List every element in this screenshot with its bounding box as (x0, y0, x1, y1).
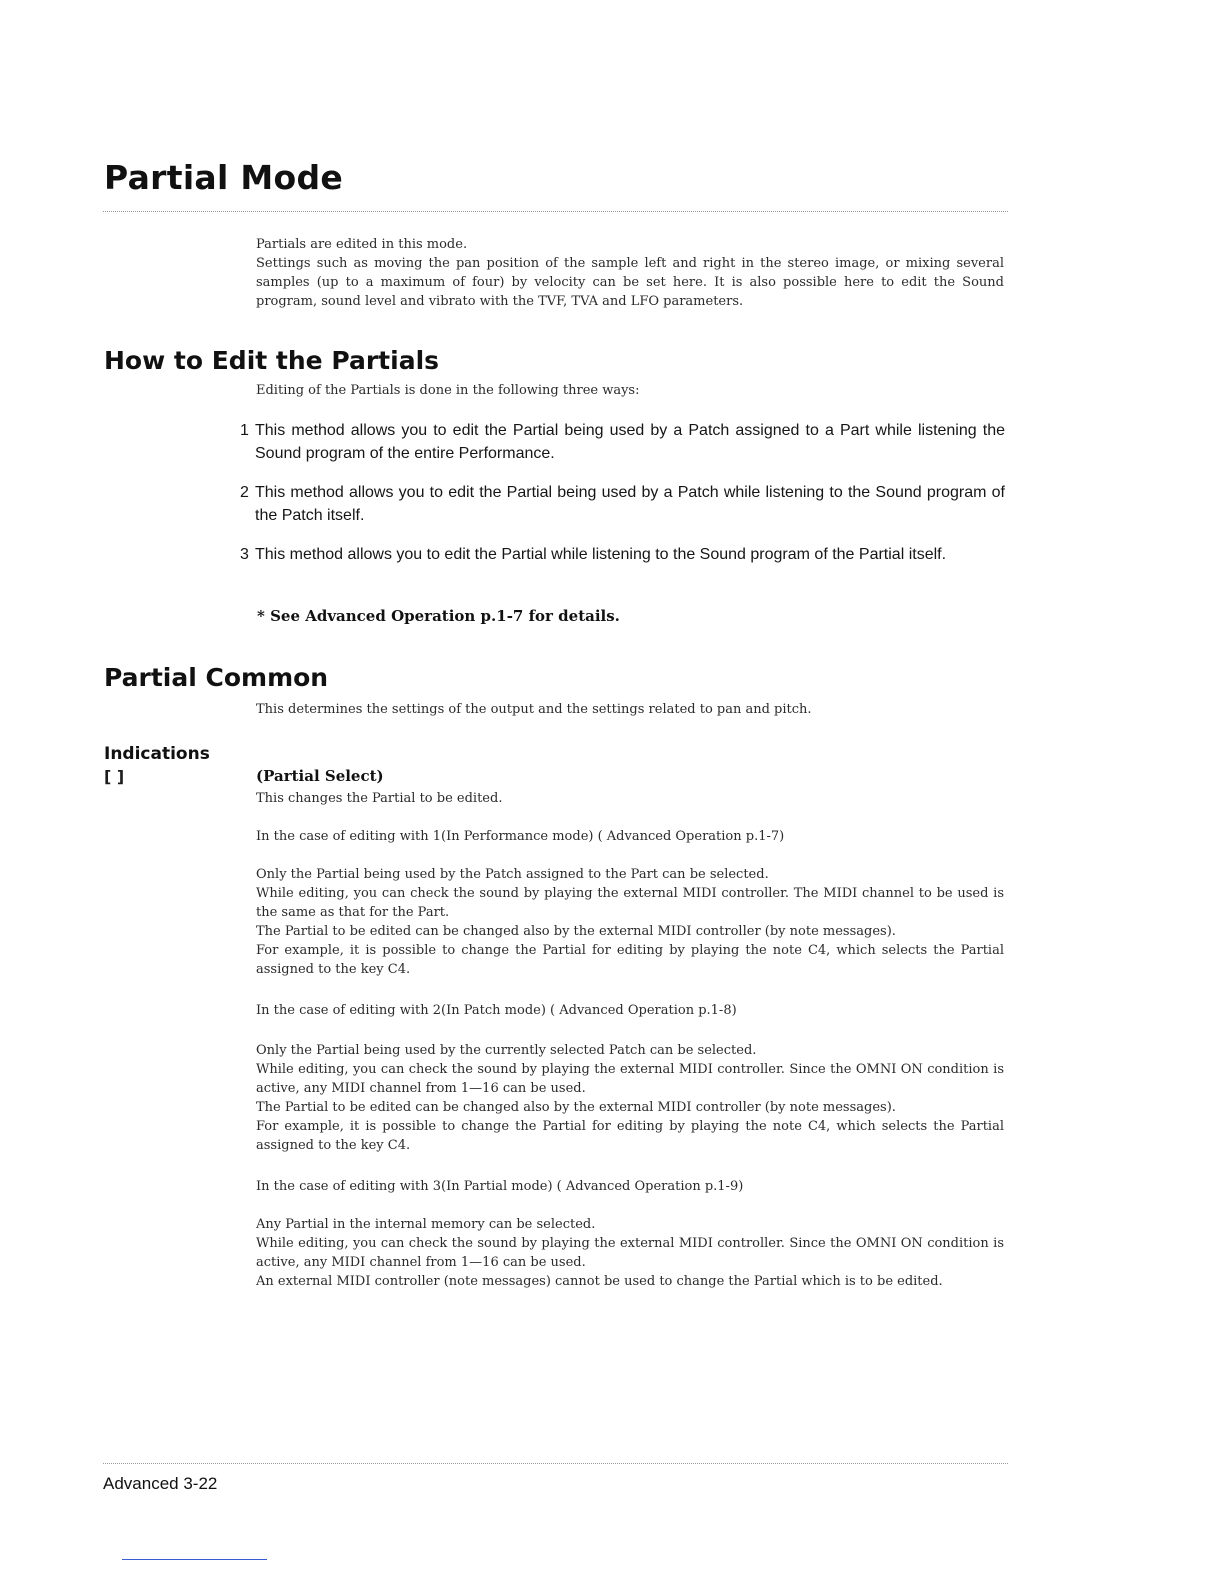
page-title: Partial Mode (104, 158, 344, 197)
case-1-title: In the case of editing with 1(In Performance mode) ( Advanced Operation p.1-7) (256, 829, 785, 844)
page-footer: Advanced 3-22 (103, 1474, 218, 1493)
case-1-line: Only the Partial being used by the Patch assigned to the Part can be selected. (256, 867, 769, 882)
list-item-text: This method allows you to edit the Partial being used by a Patch while listening to the Sound program of the Patch itself. (255, 484, 1005, 524)
case-2-title: In the case of editing with 2(In Patch mode) ( Advanced Operation p.1-8) (256, 1003, 737, 1018)
list-item-text: This method allows you to edit the Partial being used by a Patch assigned to a Part while listening the Sound program of the entire Performance. (255, 422, 1005, 462)
details-note: * See Advanced Operation p.1-7 for details. (257, 607, 620, 625)
intro-paragraph (256, 235, 1004, 311)
section-common-intro: This determines the settings of the output and the settings related to pan and pitch. (256, 702, 812, 717)
parameter-description: This changes the Partial to be edited. (256, 791, 503, 806)
section-heading-edit: How to Edit the Partials (104, 346, 440, 375)
case-3-line: An external MIDI controller (note messages) cannot be used to change the Partial which is to be edited. (256, 1274, 943, 1289)
case-2-line: The Partial to be edited can be changed also by the external MIDI controller (by note messages). (256, 1100, 896, 1115)
case-3-title: In the case of editing with 3(In Partial mode) ( Advanced Operation p.1-9) (256, 1179, 744, 1194)
list-item (240, 420, 1005, 465)
intro-line-2: Settings such as moving the pan position of the sample left and right in the stereo image, or mixing several samples (up to a maximum of four) by velocity can be set here. It is also possible here to edit the Sound program, sound level and vibrato with the TVF, TVA and LFO parameters. (256, 256, 1004, 309)
case-1-line: While editing, you can check the sound by playing the external MIDI controller. The MIDI channel to be used is the same as that for the Part. (256, 886, 1004, 920)
case-3-body (256, 1215, 1004, 1291)
case-1-body (256, 865, 1004, 979)
list-item-text: This method allows you to edit the Partial while listening to the Sound program of the Partial itself. (255, 546, 947, 563)
list-item-number: 3 (240, 546, 249, 563)
parameter-name: (Partial Select) (256, 767, 384, 785)
section-edit-intro: Editing of the Partials is done in the following three ways: (256, 383, 640, 398)
section-heading-common: Partial Common (104, 663, 329, 692)
list-item (240, 544, 1005, 567)
divider-bottom (103, 1463, 1008, 1464)
case-3-line: Any Partial in the internal memory can be selected. (256, 1217, 596, 1232)
parameter-bracket: [ ] (104, 767, 125, 786)
list-item-number: 1 (240, 422, 249, 439)
list-item (240, 482, 1005, 527)
divider-top (103, 211, 1008, 212)
case-2-line: Only the Partial being used by the currently selected Patch can be selected. (256, 1043, 757, 1058)
indications-heading: Indications (104, 744, 210, 764)
list-item-number: 2 (240, 484, 249, 501)
intro-line-1: Partials are edited in this mode. (256, 237, 468, 252)
case-2-body (256, 1041, 1004, 1155)
case-3-line: While editing, you can check the sound by playing the external MIDI controller. Since the OMNI ON condition is active, any MIDI channel from 1—16 can be used. (256, 1236, 1004, 1270)
case-2-line: While editing, you can check the sound by playing the external MIDI controller. Since the OMNI ON condition is active, any MIDI channel from 1—16 can be used. (256, 1062, 1004, 1096)
case-2-line: For example, it is possible to change the Partial for editing by playing the note C4, which selects the Partial assigned to the key C4. (256, 1119, 1004, 1153)
case-1-line: The Partial to be edited can be changed also by the external MIDI controller (by note messages). (256, 924, 896, 939)
footer-underline (122, 1559, 267, 1560)
case-1-line: For example, it is possible to change the Partial for editing by playing the note C4, which selects the Partial assigned to the key C4. (256, 943, 1004, 977)
